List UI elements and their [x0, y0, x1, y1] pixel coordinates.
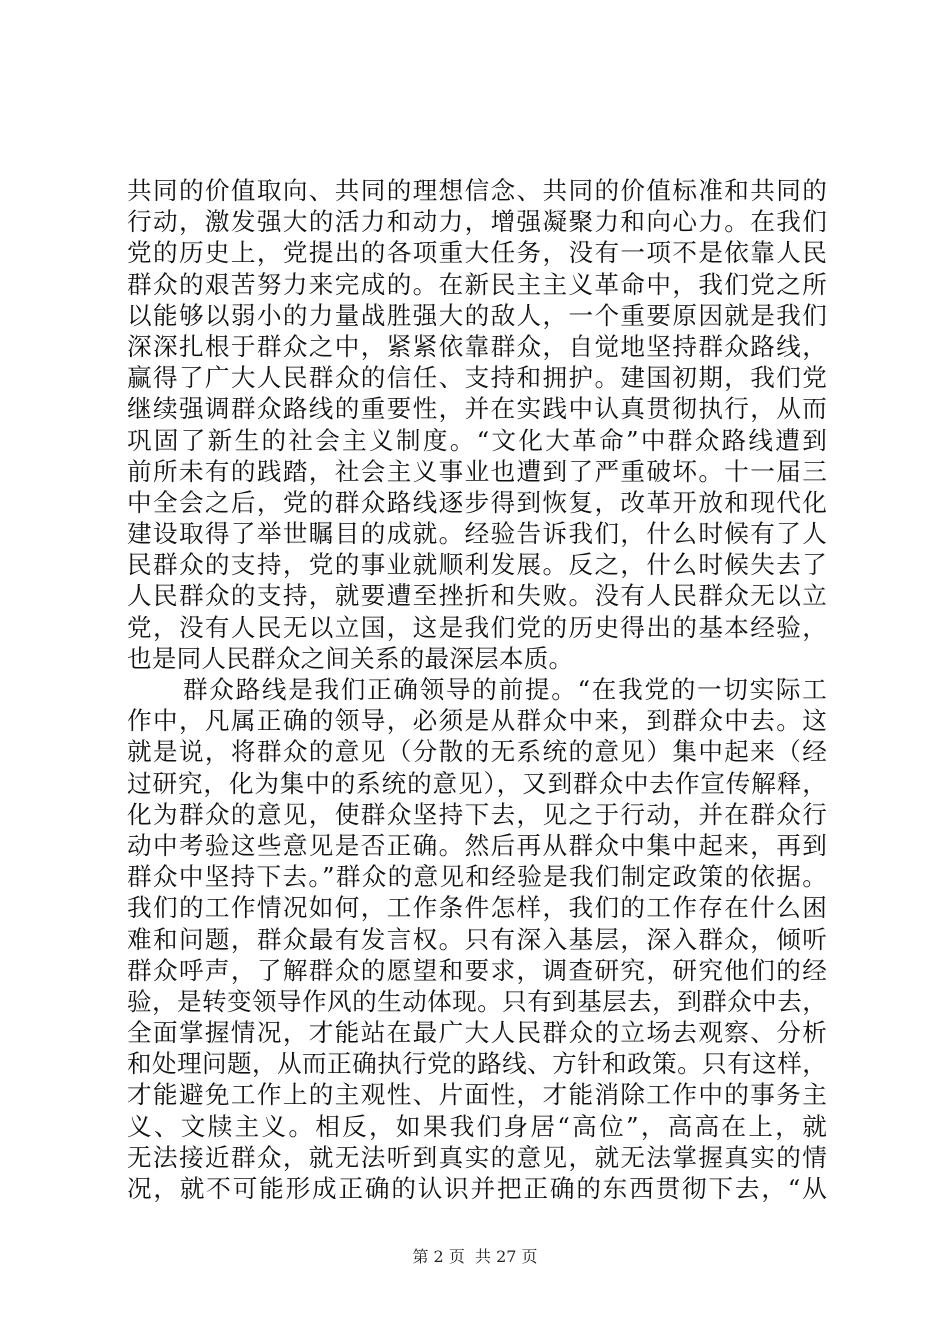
text-line: 赢得了广大人民群众的信任、支持和拥护。建国初期，我们党: [127, 363, 827, 393]
text-line: 过研究，化为集中的系统的意见），又到群众中去作宣传解释，: [127, 768, 827, 798]
text-line: 共同的价值取向、共同的理想信念、共同的价值标准和共同的: [127, 176, 827, 205]
text-line: 义、文牍主义。相反，如果我们身居“高位”，高高在上，就: [127, 1111, 827, 1141]
text-line: 继续强调群众路线的重要性，并在实践中认真贯彻执行，从而: [127, 394, 827, 424]
text-line: 群众路线是我们正确领导的前提。“在我党的一切实际工: [183, 675, 827, 704]
text-line: 我们的工作情况如何，工作条件怎样，我们的工作存在什么困: [127, 893, 827, 923]
text-line: 化为群众的意见，使群众坚持下去，见之于行动，并在群众行: [127, 799, 827, 829]
text-line: 群众中坚持下去。”群众的意见和经验是我们制定政策的依据。: [127, 862, 827, 892]
paragraph-2: [127, 674, 827, 1204]
page-number-label: 第 2 页 共 27 页: [412, 1247, 538, 1266]
text-line: 也是同人民群众之间关系的最深层本质。: [127, 643, 574, 673]
text-line: 难和问题，群众最有发言权。只有深入基层，深入群众，倾听: [127, 924, 827, 954]
text-line: 深深扎根于群众之中，紧紧依靠群众，自觉地坚持群众路线，: [127, 331, 827, 361]
text-line: 党，没有人民无以立国，这是我们党的历史得出的基本经验，: [127, 612, 827, 642]
text-line: 验，是转变领导作风的生动体现。只有到基层去，到群众中去，: [127, 986, 827, 1016]
text-line: 建设取得了举世瞩目的成就。经验告诉我们，什么时候有了人: [127, 519, 827, 549]
text-line: 和处理问题，从而正确执行党的路线、方针和政策。只有这样，: [127, 1049, 827, 1079]
page-footer: [0, 1244, 950, 1267]
text-line: 前所未有的践踏，社会主义事业也遭到了严重破坏。十一届三: [127, 456, 827, 486]
text-line: 全面掌握情况，才能站在最广大人民群众的立场去观察、分析: [127, 1018, 827, 1048]
text-line: 行动，激发强大的活力和动力，增强凝聚力和向心力。在我们: [127, 207, 827, 237]
text-line: 才能避免工作上的主观性、片面性，才能消除工作中的事务主: [127, 1080, 827, 1110]
text-line: 动中考验这些意见是否正确。然后再从群众中集中起来，再到: [127, 830, 827, 860]
text-line: 党的历史上，党提出的各项重大任务，没有一项不是依靠人民: [127, 238, 827, 268]
text-line: 巩固了新生的社会主义制度。“文化大革命”中群众路线遭到: [127, 425, 827, 455]
text-line: 中全会之后，党的群众路线逐步得到恢复，改革开放和现代化: [127, 487, 827, 517]
text-line: 民群众的支持，党的事业就顺利发展。反之，什么时候失去了: [127, 550, 827, 580]
text-line: 群众的艰苦努力来完成的。在新民主主义革命中，我们党之所: [127, 269, 827, 299]
text-line: 作中，凡属正确的领导，必须是从群众中来，到群众中去。这: [127, 706, 827, 736]
document-body: [127, 175, 827, 1204]
text-line: 群众呼声，了解群众的愿望和要求，调查研究，研究他们的经: [127, 955, 827, 985]
paragraph-1: [127, 175, 827, 674]
text-line: 况，就不可能形成正确的认识并把正确的东西贯彻下去，“从: [127, 1174, 827, 1203]
text-line: 就是说，将群众的意见（分散的无系统的意见）集中起来（经: [127, 737, 827, 767]
text-line: 人民群众的支持，就要遭至挫折和失败。没有人民群众无以立: [127, 581, 827, 611]
text-line: 无法接近群众，就无法听到真实的意见，就无法掌握真实的情: [127, 1142, 827, 1172]
text-line: 以能够以弱小的力量战胜强大的敌人，一个重要原因就是我们: [127, 300, 827, 330]
